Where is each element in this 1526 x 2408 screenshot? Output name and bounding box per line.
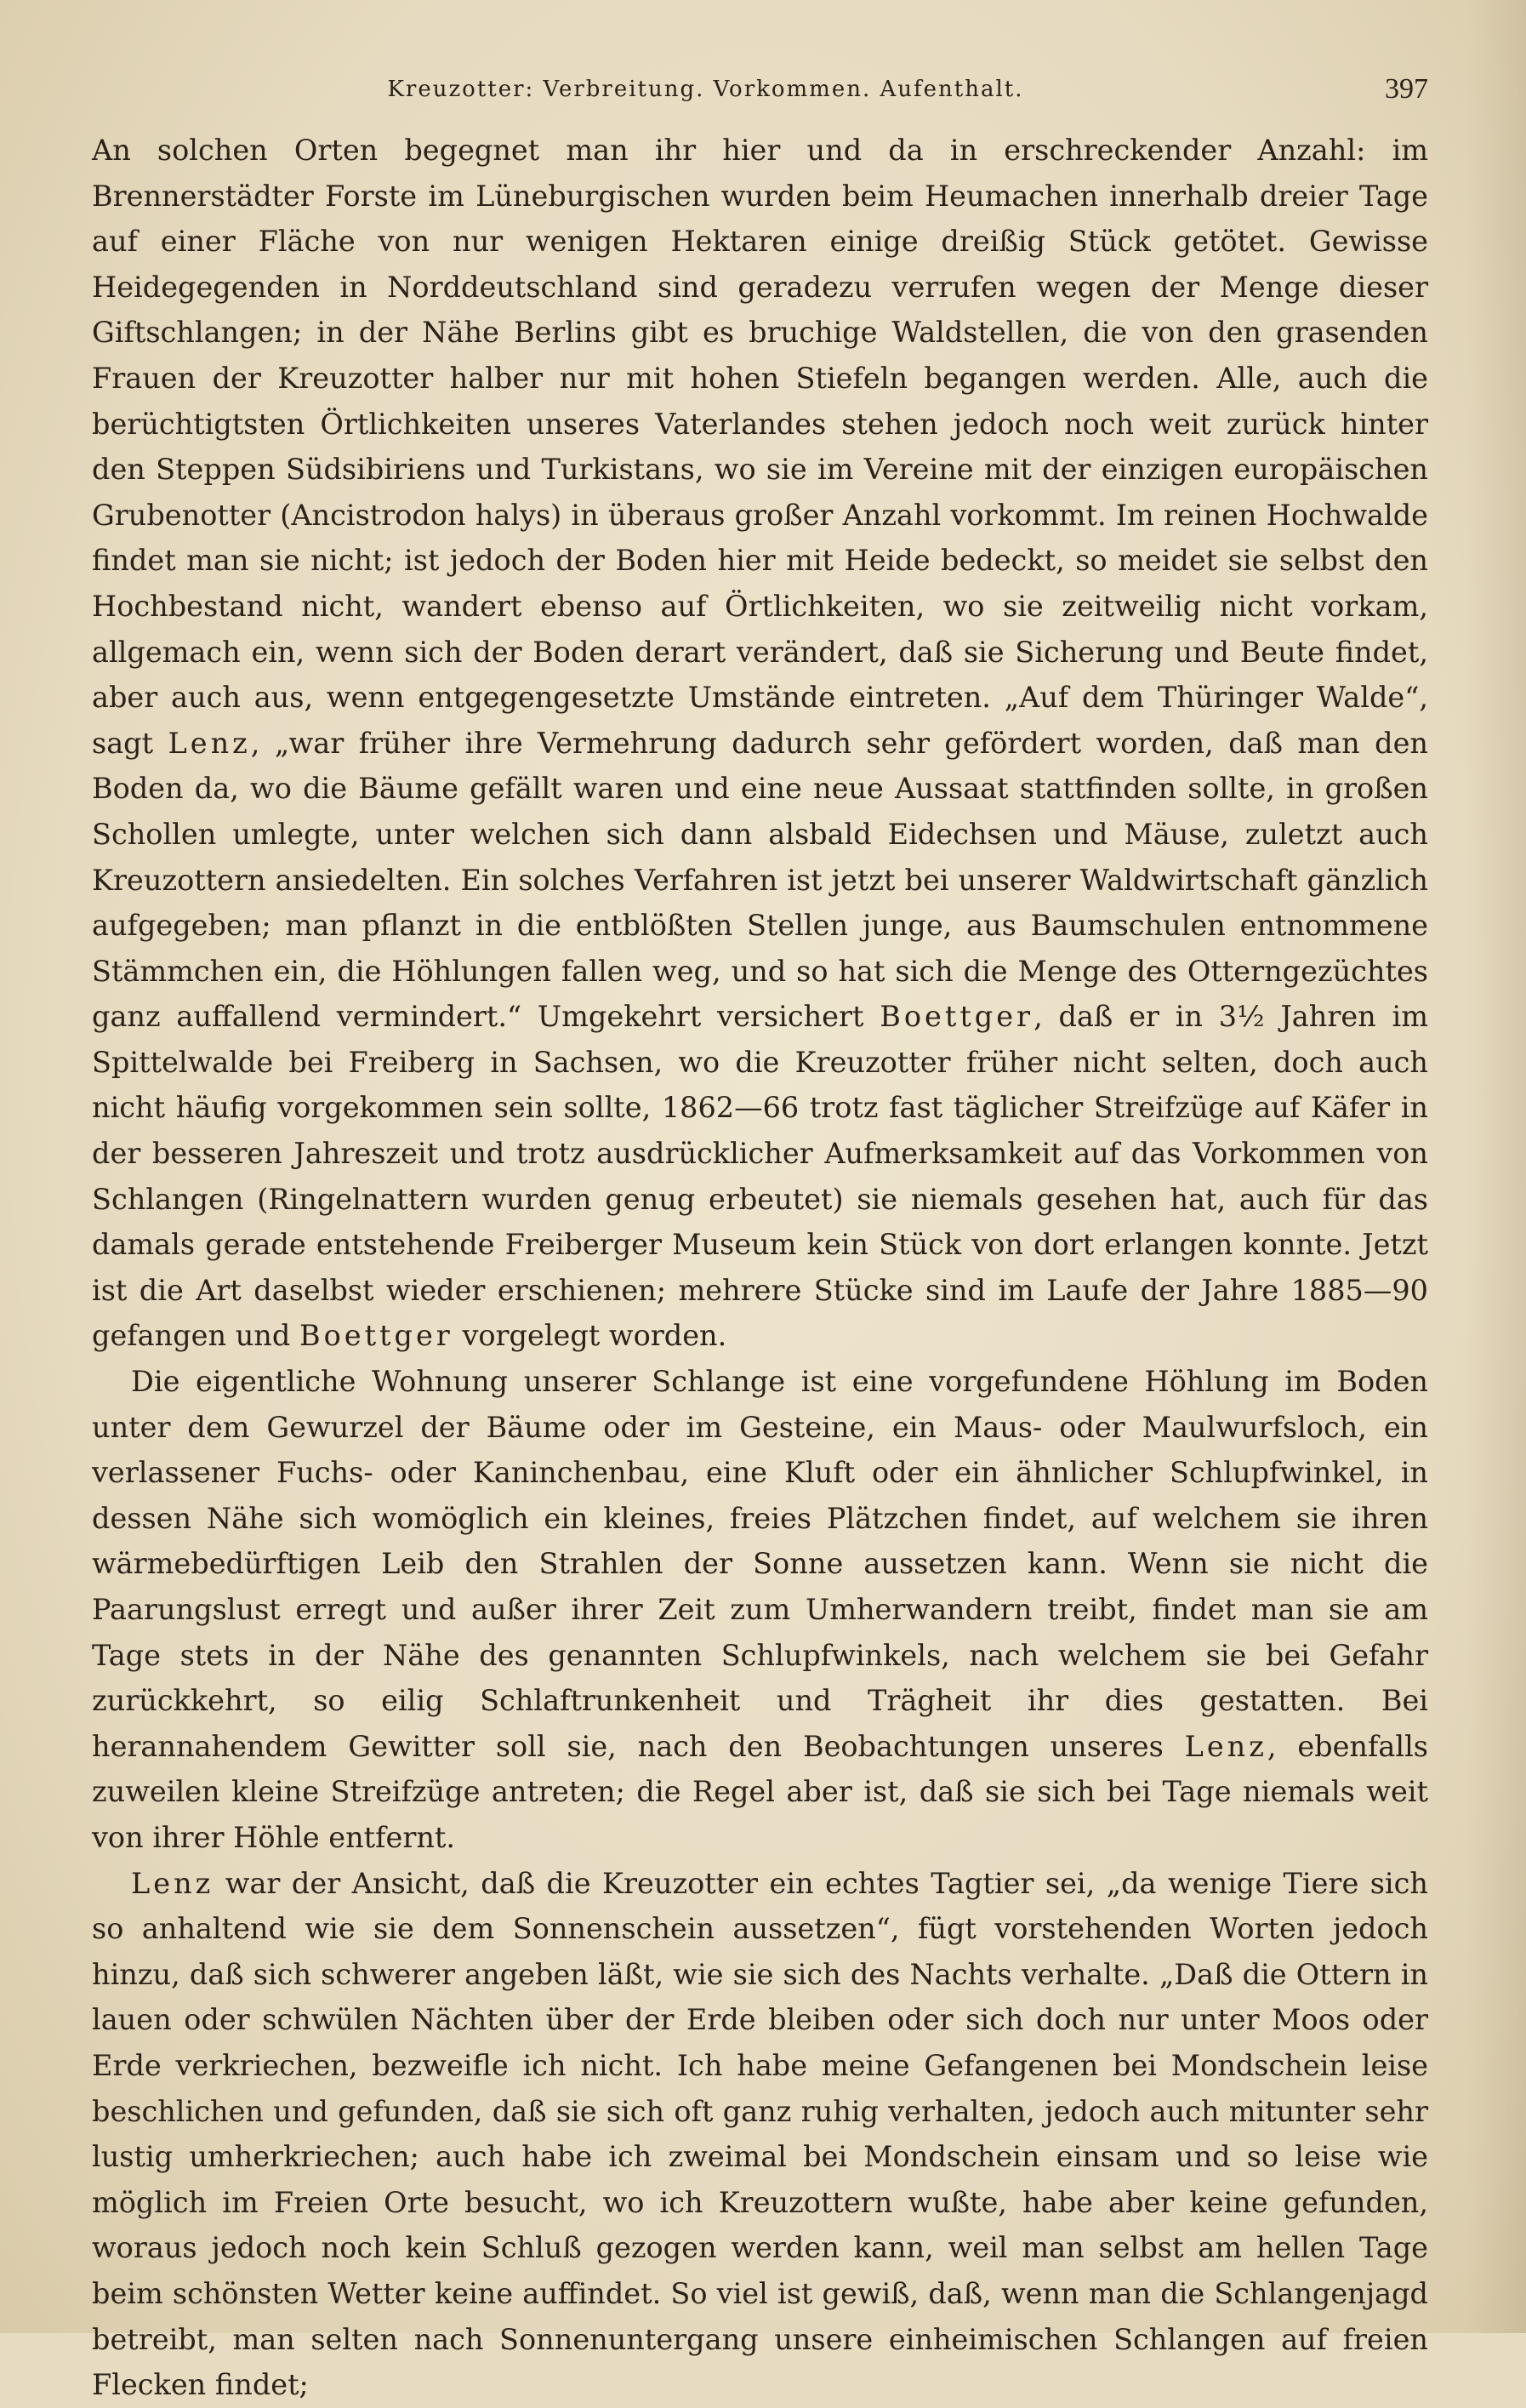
paragraph-distribution xyxy=(92,128,1428,1359)
paragraph-text: Die eigentliche Wohnung unserer Schlange ist eine vorgefundene Höhlung im Boden unter dem Gewurzel der Bäume oder im Gesteine, ein Maus- oder Maulwurfsloch, ein verlassener Fuchs- oder Kaninchenbau, eine Kluft oder ein ähnlicher Schlupfwinkel, in dessen Nähe sich womöglich ein kleines, freies Plätzchen findet, auf welchem sie ihren wärmebedürftigen Leib den Strahlen der Sonne aussetzen kann. Wenn sie nicht die Paarungslust erregt und außer ihrer Zeit zum Umherwandern treibt, findet man sie am Tage stets in der Nähe des genannten Schlupfwinkels, nach welchem sie bei Gefahr zurückkehrt, so eilig Schlaftrunkenheit und Trägheit ihr dies gestatten. Bei herannahendem Gewitter soll sie, nach den Beobachtungen unseres xyxy=(92,1365,1428,1763)
author-name: Boettger xyxy=(880,1000,1034,1034)
paragraph-text: , ebenfalls zuweilen kleine Streifzüge antreten; die Regel aber ist, daß sie sich bei Tage niemals weit von ihrer Höhle entfernt. xyxy=(92,1729,1428,1854)
paragraph-dwelling xyxy=(92,1359,1428,1861)
paragraph-night-behavior xyxy=(92,1861,1428,2408)
paragraph-text: An solchen Orten begegnet man ihr hier und da in erschreckender Anzahl: im Brennerstädter Forste im Lüneburgischen wurden beim Heumachen innerhalb dreier Tage auf einer Fläche von nur wenigen Hektaren einige dreißig Stück getötet. Gewisse Heidegegenden in Norddeutschland sind geradezu verrufen wegen der Menge dieser Giftschlangen; in der Nähe Berlins gibt es bruchige Waldstellen, die von den grasenden Frauen der Kreuzotter halber nur mit hohen Stiefeln begangen werden. Alle, auch die berüchtigtsten Örtlichkeiten unseres Vaterlandes stehen jedoch noch weit zurück hinter den Steppen Südsibiriens und Turkistans, wo sie im Vereine mit der einzigen europäischen Grubenotter (Ancistrodon halys) in überaus großer Anzahl vorkommt. Im reinen Hochwalde findet man sie nicht; ist jedoch der Boden hier mit Heide bedeckt, so meidet sie selbst den Hochbestand nicht, wandert ebenso auf Örtlichkeiten, wo sie zeitweilig nicht vorkam, allgemach ein, wenn sich der Boden derart verändert, daß sie Sicherung und Beute findet, aber auch aus, wenn entgegengesetzte Umstände eintreten. „Auf dem Thüringer Walde“, sagt xyxy=(92,134,1428,760)
page-header xyxy=(85,70,1428,121)
paragraph-text: , daß er in 3½ Jahren im Spittelwalde bei Freiberg in Sachsen, wo die Kreuzotter früher nicht selten, doch auch nicht häufig vorgekommen sein sollte, 1862—66 trotz fast täglicher Streifzüge auf Käfer in der besseren Jahreszeit und trotz ausdrücklicher Aufmerksamkeit auf das Vorkommen von Schlangen (Ringelnattern wurden genug erbeutet) sie niemals gesehen hat, auch für das damals gerade entstehende Freiberger Museum kein Stück von dort erlangen konnte. Jetzt ist die Art daselbst wieder erschienen; mehrere Stücke sind im Laufe der Jahre 1885—90 gefangen und xyxy=(92,1000,1428,1353)
author-name: Lenz xyxy=(1184,1729,1267,1763)
author-name: Lenz xyxy=(131,1866,214,1900)
author-name: Lenz xyxy=(168,726,251,760)
paragraph-text: , „war früher ihre Vermehrung dadurch sehr gefördert worden, daß man den Boden da, wo die Bäume gefällt waren und eine neue Aussaat stattfinden sollte, in großen Schollen umlegte, unter welchen sich dann alsbald Eidechsen und Mäuse, zuletzt auch Kreuzottern ansiedelten. Ein solches Verfahren ist jetzt bei unserer Waldwirtschaft gänzlich aufgegeben; man pflanzt in die entblößten Stellen junge, aus Baumschulen entnommene Stämmchen ein, die Höhlungen fallen weg, und so hat sich die Menge des Otterngezüchtes ganz auffallend vermindert.“ Umgekehrt versichert xyxy=(92,726,1428,1034)
paragraph-text: war der Ansicht, daß die Kreuzotter ein echtes Tagtier sei, „da wenige Tiere sich so anhaltend wie sie dem Sonnenschein aussetzen“, fügt vorstehenden Worten jedoch hinzu, daß sich schwerer angeben läßt, wie sie sich des Nachts verhalte. „Daß die Ottern in lauen oder schwülen Nächten über der Erde bleiben oder sich doch nur unter Moos oder Erde verkriechen, bezweifle ich nicht. Ich habe meine Gefangenen bei Mondschein leise beschlichen und gefunden, daß sie sich oft ganz ruhig verhalten, jedoch auch mitunter sehr lustig umherkriechen; auch habe ich zweimal bei Mondschein einsam und so leise wie möglich im Freien Orte besucht, wo ich Kreuzottern wußte, habe aber keine gefunden, woraus jedoch noch kein Schluß gezogen werden kann, weil man selbst am hellen Tage beim schönsten Wetter keine auffindet. So viel ist gewiß, daß, wenn man die Schlangenjagd betreibt, man selten nach Sonnenuntergang unsere einheimischen Schlangen auf freien Flecken findet; xyxy=(92,1866,1428,2402)
paragraph-text: vorgelegt worden. xyxy=(462,1319,727,1353)
page-number: 397 xyxy=(1385,73,1428,105)
running-head: Kreuzotter: Verbreitung. Vorkommen. Aufenthalt. xyxy=(387,77,1024,102)
author-name: Boettger xyxy=(299,1319,453,1353)
body-text xyxy=(92,128,1428,2402)
